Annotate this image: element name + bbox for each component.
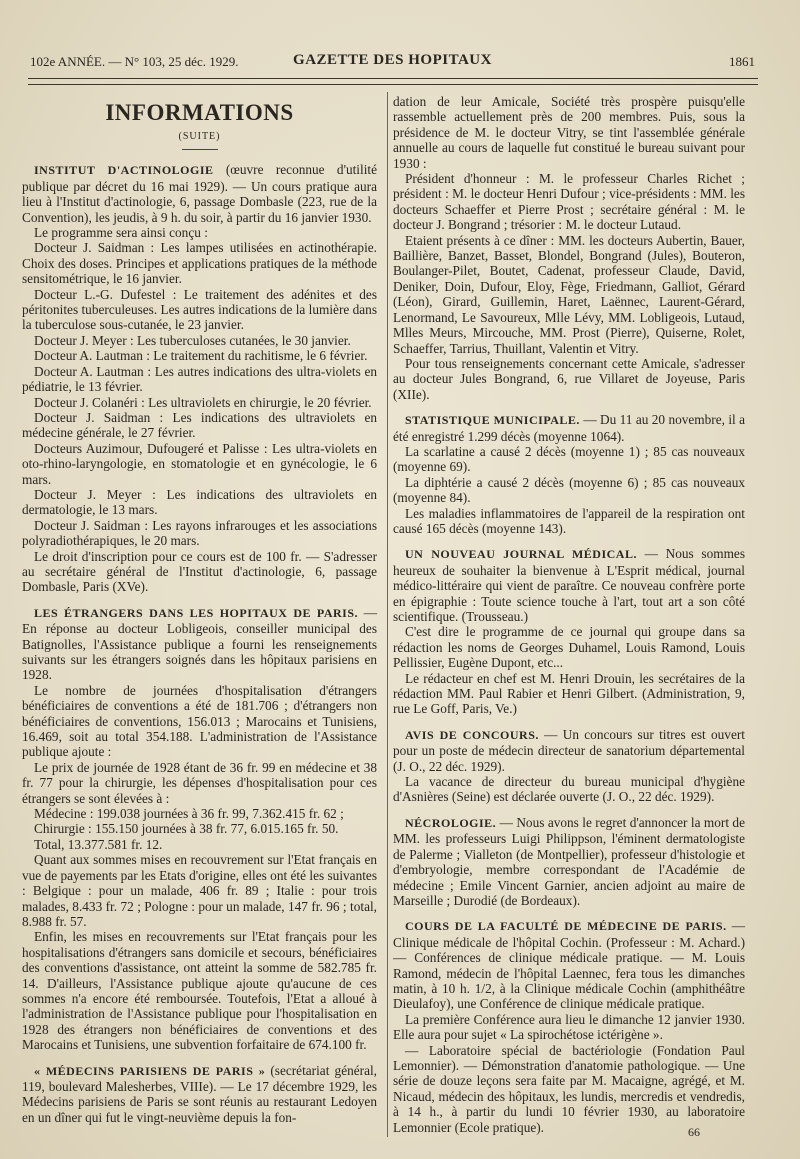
news-item-heading: INSTITUT D'ACTINOLOGIE [34, 163, 214, 178]
paragraph-gap [393, 805, 745, 815]
paragraph [22, 929, 377, 1052]
paragraph [22, 395, 377, 410]
paragraph-text: Docteur J. Saidman : Les rayons infrarouges et les associations polyradiothérapiques, le 20 mars. [22, 517, 377, 549]
header-rule-thick [28, 78, 758, 79]
paragraph [22, 348, 377, 363]
paragraph-text: C'est dire le programme de ce journal qui groupe dans sa rédaction les noms de Georges Duhamel, Louis Ramond, Louis Pellissier, Eugène Dupont, etc... [393, 624, 745, 671]
paragraph-text: Total, 13.377.581 fr. 12. [34, 836, 163, 852]
news-item-paragraph [393, 727, 745, 774]
paragraph [393, 1012, 745, 1043]
paragraph [22, 821, 377, 836]
paragraph-text: La première Conférence aura lieu le dimanche 12 janvier 1930. Elle aura pour sujet « La spirochétose ictérigène ». [393, 1011, 745, 1043]
paragraph [22, 333, 377, 348]
paragraph-text: Etaient présents à ce dîner : MM. les docteurs Aubertin, Bauer, Baillière, Banzet, Basset, Blondel, Bongrand (Jules), Bouteron, Boulanger-Pilet, Boutet, Cadenat, professeur Claude, David, Deniker, Doin, Dufour, Eloy, Fège, Friedmann, Galliot, Gérard (Léon), Girard, Guillemin, Haret, Laënnec, Laurent-Gérard, Lenormand, Le Savoureux, Mlle Lévy, MM. Lobligeois, Lutaud, Mlles Meurs, Mircouche, MM. Prost (Pierre), Quiserne, Rolet, Schaeffer, Tarrius, Thuillant, Valentin et Vitry. [393, 232, 745, 356]
paragraph-text: Le prix de journée de 1928 étant de 36 fr. 99 en médecine et 38 fr. 77 pour la chirurgie, les dépenses d'hospitalisation pour ces étrangers se sont élevées à : [22, 759, 377, 806]
paragraph [22, 287, 377, 333]
paragraph-text: dation de leur Amicale, Société très prospère puisqu'elle rassemble actuellement près de 200 membres. Puis, sous la présidence de M. le docteur Vitry, se tint l'assemblée générale annuelle au cours de laquelle fut constitué le bureau suivant pour 1930 : [393, 94, 745, 171]
news-item-heading: AVIS DE CONCOURS. [405, 727, 539, 742]
paragraph-text: Chirurgie : 155.150 journées à 38 fr. 77, 6.015.165 fr. 50. [34, 821, 339, 837]
paragraph-text: La scarlatine a causé 2 décès (moyenne 1) ; 85 cas nouveaux (moyenne 69). [393, 443, 745, 475]
paragraph-gap [393, 402, 745, 412]
paragraph [393, 356, 745, 402]
title-rule [182, 149, 218, 150]
paragraph [22, 225, 377, 240]
paragraph [22, 760, 377, 806]
paragraph [393, 475, 745, 506]
paragraph-text: Le rédacteur en chef est M. Henri Drouin, les secrétaires de la rédaction MM. Paul Rabier et Henri Gilbert. (Administration, 9, rue Le Goff, Paris, Ve.) [393, 670, 745, 717]
paragraph [393, 233, 745, 356]
paragraph-text: Docteurs Auzimour, Dufougeré et Palisse : Les ultra-violets en oto-rhino-laryngologie, en stomatologie et en gynécologie, le 6 mars. [22, 440, 377, 487]
paragraph-text: — En réponse au docteur Lobligeois, conseiller municipal des Batignolles, l'Assistance publique a fourni les renseignements suivants sur les étrangers soignés dans les hôpitaux parisiens en 1928. [22, 604, 377, 683]
column-divider [387, 92, 388, 1137]
paragraph [22, 487, 377, 518]
paragraph-gap [22, 595, 377, 605]
paragraph-text: Docteur A. Lautman : Les autres indications des ultra-violets en pédiatrie, le 13 février. [22, 363, 377, 395]
news-item-heading: LES ÉTRANGERS DANS LES HOPITAUX DE PARIS. [34, 605, 358, 620]
paragraph-text: Docteur L.-G. Dufestel : Le traitement des adénites et des péritonites tuberculeuses. Les autres indications de la lumière dans la tuberculose sous-cutanée, le 23 janvier. [22, 286, 377, 333]
paragraph [393, 94, 745, 171]
right-column [393, 94, 745, 1135]
paragraph [22, 518, 377, 549]
paragraph-text: — Un concours sur titres est ouvert pour un poste de médecin directeur de sanatorium départemental (J. O., 22 déc. 1929). [393, 726, 745, 774]
section-title: INFORMATIONS [105, 100, 294, 125]
folio-number: 1861 [729, 54, 755, 69]
news-item-heading: UN NOUVEAU JOURNAL MÉDICAL. [405, 547, 637, 562]
paragraph [22, 410, 377, 441]
paragraph [22, 683, 377, 760]
paragraph-text: Quant aux sommes mises en recouvrement sur l'Etat français en vue de payements par les Etats d'origine, elles ont été les suivantes : Belgique : pour un malade, 406 fr. 89 ; Italie : pour trois malades, 8.433 fr. 72 ; Pologne : pour un malade, 147 fr. 96 ; total, 8.988 fr. 57. [22, 852, 377, 929]
news-item-heading: COURS DE LA FACULTÉ DE MÉDECINE DE PARIS. [405, 919, 727, 934]
paragraph-text: — Nous sommes heureux de souhaiter la bienvenue à L'Esprit médical, journal médico-littéraire qui vient de paraître. Ce nouveau confrère porte en épigraphie : Toute science touche à l'art, tout art a son côté scientifique. (Trousseau.) [393, 546, 745, 624]
news-item-heading: STATISTIQUE MUNICIPALE. [405, 413, 580, 428]
paragraph-gap [393, 717, 745, 727]
paragraph [22, 852, 377, 929]
news-item-paragraph [22, 162, 377, 225]
news-item-paragraph [393, 546, 745, 624]
paragraph-text: Docteur J. Saidman : Les indications des ultraviolets en médecine générale, le 27 février. [22, 409, 377, 441]
paragraph-text: — Du 11 au 20 novembre, il a été enregistré 1.299 décès (moyenne 1064). [393, 412, 745, 444]
news-item-paragraph [393, 412, 745, 444]
paragraph [393, 171, 745, 233]
paragraph-text: Médecine : 199.038 journées à 36 fr. 99, 7.362.415 fr. 62 ; [34, 806, 344, 822]
paragraph-text: Pour tous renseignements concernant cette Amicale, s'adresser au docteur Jules Bongrand, 6, rue Villaret de Joyeuse, Paris (XIIe). [393, 355, 745, 402]
paragraph [22, 441, 377, 487]
journal-title: GAZETTE DES HOPITAUX [293, 52, 492, 68]
paragraph-text: — Laboratoire spécial de bactériologie (Fondation Paul Lemonnier). — Démonstration d'anatomie pathologique. — Une série de douze leçons sera faite par M. Macaigne, agrégé, et M. Nicaud, médecin des hôpitaux, les lundis, mercredis et vendredis, à 14 h., à partir du lundi 10 février 1930, au laboratoire Lemonnier (Ecole pratique). [393, 1042, 745, 1135]
paragraph-text: Enfin, les mises en recouvrements sur l'Etat français pour les hospitalisations d'étrangers sans domicile et secours, bénéficiaires des conventions d'assistance, ont atteint la somme de 582.785 fr. 14. D'ailleurs, l'Assistance publique ajoute qu'aucune de ces sommes n'a encore été remboursée. Toutefois, l'Etat a alloué à l'administration de l'Assistance publique pour l'hospitalisation en 1928 des étrangers non bénéficiaires de conventions et des Marocains et Tunisiens, une subvention forfaitaire de 674.100 fr. [22, 929, 377, 1053]
paragraph-text: Docteur J. Colanéri : Les ultraviolets en chirurgie, le 20 février. [34, 394, 372, 410]
paragraph-text: — Nous avons le regret d'annoncer la mort de MM. les professeurs Luigi Philippson, l'éminent dermatologiste de Palerme ; Vialleton (de Montpellier), professeur d'histologie et d'embryologie, membre correspondant de l'Académie de médecine ; Emile Vincent Garnier, ancien adjoint au maire de Marseille ; Durodié (de Bordeaux). [393, 814, 745, 908]
section-subtitle: (SUITE) [178, 131, 221, 142]
paragraph-text: Le programme sera ainsi conçu : [34, 225, 208, 241]
paragraph [393, 506, 745, 537]
paragraph-text: Les maladies inflammatoires de l'appareil de la respiration ont causé 165 décès (moyenne 143). [393, 505, 745, 536]
news-item-paragraph [22, 605, 377, 683]
paragraph [393, 444, 745, 475]
paragraph-text: (œuvre reconnue d'utilité publique par décret du 16 mai 1929). — Un cours pratique aura lieu à l'Institut d'actinologie, 6, passage Dombasle (223, rue de la Convention), les jeudis, à 9 h. du soir, à partir du 16 janvier 1930. [22, 162, 377, 225]
paragraph [393, 1043, 745, 1135]
paragraph-text: Docteur A. Lautman : Le traitement du rachitisme, le 6 février. [34, 348, 368, 364]
paragraph-gap [393, 908, 745, 918]
paragraph-text: Docteur J. Saidman : Les lampes utilisées en actinothérapie. Choix des doses. Principes et applications pratiques de la méthode sensitométrique, le 16 janvier. [22, 240, 377, 287]
page-header [30, 52, 755, 74]
paragraph-text: Docteur J. Meyer : Les indications des ultraviolets en dermatologie, le 13 mars. [22, 486, 377, 518]
paragraph-text: (secrétariat général, 119, boulevard Malesherbes, VIIIe). — Le 17 décembre 1929, les Médecins parisiens de Paris se sont réunis au restaurant Ledoyen en un dîner qui fut le vingt-neuvième depuis la fon- [22, 1062, 377, 1125]
paragraph [22, 240, 377, 286]
paragraph-text: Le droit d'inscription pour ce cours est de 100 fr. — S'adresser au secrétaire général de l'Institut d'actinologie, 6, passage Dombasle, Paris (XVe). [22, 548, 377, 595]
paragraph [22, 549, 377, 595]
paragraph-gap [393, 536, 745, 546]
header-rule-thin [28, 84, 758, 85]
left-column [22, 92, 377, 1125]
news-item-paragraph [393, 815, 745, 908]
paragraph-text: Le nombre de journées d'hospitalisation d'étrangers bénéficiaires de conventions a été de 181.706 ; d'étrangers non bénéficiaires de conventions, 156.013 ; Marocains et Tunisiens, 16.469, soit au total 354.188. L'administration de l'Assistance publique ajoute : [22, 682, 377, 760]
news-item-heading: « MÉDECINS PARISIENS DE PARIS » [34, 1063, 266, 1078]
paragraph [22, 806, 377, 821]
paragraph-text: Président d'honneur : M. le professeur Charles Richet ; président : M. le docteur Henri Dufour ; vice-présidents : MM. les docteurs Schaeffer et Pierre Prost ; secrétaire général : M. le docteur J. Bongrand ; trésorier : M. le docteur Lutaud. [393, 171, 745, 233]
paragraph [22, 364, 377, 395]
paragraph-text: La diphtérie a causé 2 décès (moyenne 6) ; 85 cas nouveaux (moyenne 84). [393, 474, 745, 506]
news-item-heading: NÉCROLOGIE. [405, 815, 497, 830]
paragraph-text: — Clinique médicale de l'hôpital Cochin. (Professeur : M. Achard.) — Conférences de clinique médicale pratique. — M. Louis Ramond, médecin de l'hôpital Laennec, fera tous les dimanches matin, à 10 h. 1/2, à la Clinique médicale Cochin (amphithéâtre Dieulafoy), une Conférence de clinique médicale pratique. [393, 918, 745, 1012]
paragraph-text: La vacance de directeur du bureau municipal d'hygiène d'Asnières (Seine) est déclarée ouverte (J. O., 22 déc. 1929). [393, 774, 745, 805]
paragraph [393, 774, 745, 805]
paragraph [393, 624, 745, 670]
paragraph-text: Docteur J. Meyer : Les tuberculoses cutanées, le 30 janvier. [34, 332, 351, 348]
paragraph [393, 671, 745, 717]
page-number: 66 [688, 1125, 700, 1139]
paragraph-gap [22, 1053, 377, 1063]
news-item-paragraph [22, 1063, 377, 1126]
news-item-paragraph [393, 918, 745, 1011]
issue-info: 102e ANNÉE. — N° 103, 25 déc. 1929. [30, 54, 239, 69]
paragraph [22, 837, 377, 852]
